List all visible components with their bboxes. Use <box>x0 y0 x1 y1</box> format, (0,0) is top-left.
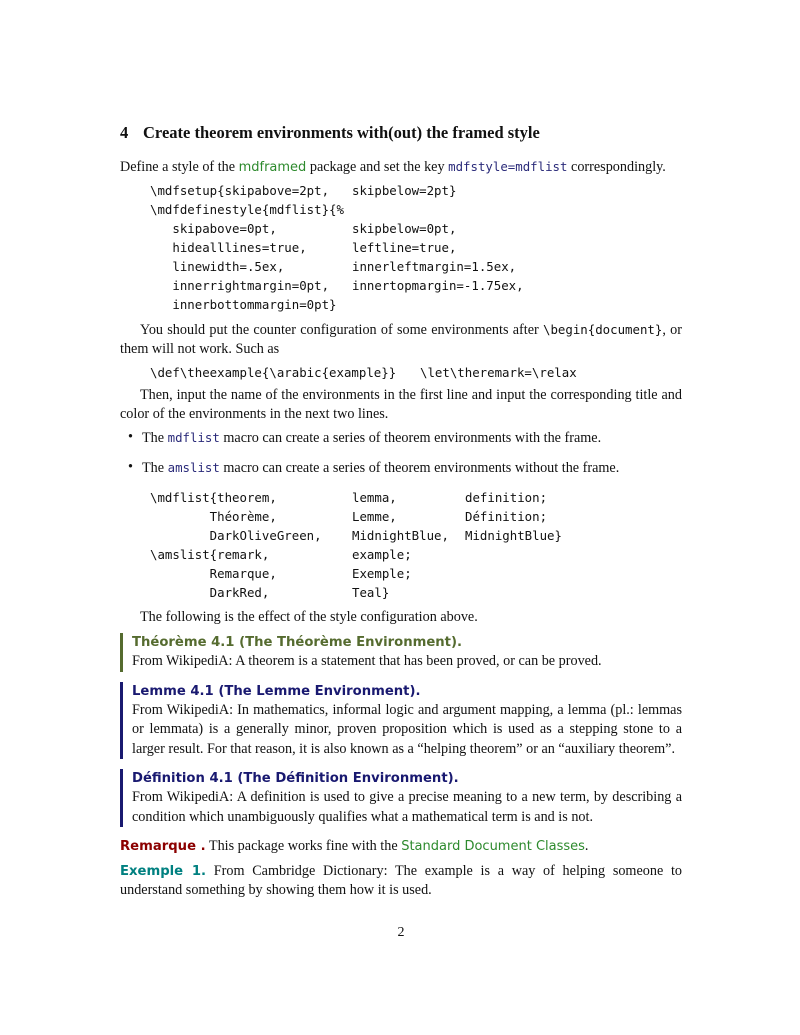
theorem-body: From WikipediA: A theorem is a statement that has been proved, or can be proved. <box>132 653 602 669</box>
code-cell: MidnightBlue} <box>465 528 562 543</box>
code-line <box>150 238 682 257</box>
code-cell: skipbelow=2pt} <box>352 183 457 198</box>
code-cell: \mdfsetup{skipabove=2pt, <box>150 183 330 198</box>
definition-box <box>120 769 682 827</box>
bullet-text: macro can create a series of theorem environments with the frame. <box>219 430 602 446</box>
bullet-text: macro can create a series of theorem environments without the frame. <box>219 460 620 476</box>
code-cell: innerleftmargin=1.5ex, <box>352 259 517 274</box>
code-line <box>150 276 682 295</box>
intro-text: package and set the key <box>306 159 449 175</box>
code-line <box>150 488 682 507</box>
code-line <box>150 295 682 314</box>
counter-paragraph <box>120 320 682 359</box>
code-cell: Théorème, <box>150 509 277 524</box>
bullet-item-mdflist <box>120 428 682 448</box>
code-line <box>150 583 682 602</box>
example-head: Exemple 1. <box>120 863 207 879</box>
bullet-text: The <box>142 430 168 446</box>
effect-paragraph: The following is the effect of the style configuration above. <box>140 609 478 625</box>
remark-text: . <box>584 838 589 854</box>
bullet-text: The <box>142 460 168 476</box>
code-line <box>150 219 682 238</box>
code-cell: \mdfdefinestyle{mdflist}{% <box>150 202 344 217</box>
section-heading <box>120 122 682 144</box>
code-line <box>150 181 682 200</box>
standard-classes-link[interactable]: Standard Document Classes <box>401 839 585 854</box>
para-text: You should put the counter configuration of some environments after <box>140 322 543 338</box>
intro-text: Define a style of the <box>120 159 239 175</box>
code-line <box>150 200 682 219</box>
bullet-item-amslist <box>120 458 682 478</box>
section-title: Create theorem environments with(out) the framed style <box>143 123 540 142</box>
lemma-body: From WikipediA: In mathematics, informal logic and argument mapping, a lemma (pl.: lemmas or lemmata) is a generally minor, proven proposition which is used as a stepping stone to a larger result. For that reason, it is also known as a “helping theorem” or an “auxiliary theorem”. <box>132 701 682 757</box>
intro-text: correspondingly. <box>567 159 666 175</box>
code-cell: innerrightmargin=0pt, <box>150 278 330 293</box>
code-cell: Remarque, <box>150 566 277 581</box>
remark-paragraph <box>120 837 682 857</box>
example-body: From Cambridge Dictionary: The example is a way of helping someone to understand something by showing them how it is used. <box>120 862 682 898</box>
code-cell: \amslist{remark, <box>150 547 270 562</box>
code-cell: innerbottommargin=0pt} <box>150 297 337 312</box>
mdflist-code: mdflist <box>167 430 220 445</box>
code-line <box>150 507 682 526</box>
code-block-mdfsetup <box>150 181 682 314</box>
example-paragraph <box>120 862 682 901</box>
amslist-code: amslist <box>167 460 220 475</box>
code-cell: \mdflist{theorem, <box>150 490 277 505</box>
code-cell: Lemme, <box>352 509 397 524</box>
code-cell: Définition; <box>465 509 548 524</box>
bullet-list <box>120 428 682 478</box>
bullet-icon: • <box>128 459 133 475</box>
definition-title: Définition 4.1 (The Définition Environment). <box>132 771 459 786</box>
code-cell: lemma, <box>352 490 397 505</box>
code-cell: MidnightBlue, <box>352 528 449 543</box>
definition-body: From WikipediA: A definition is used to give a precise meaning to a new term, by describing a condition which unambiguously qualifies what a mathematical term is and is not. <box>132 789 682 825</box>
code-cell: leftline=true, <box>352 240 457 255</box>
code-def-example: \def\theexample{\arabic{example}} <box>150 365 397 380</box>
style-key-code: mdfstyle=mdflist <box>448 159 568 174</box>
code-line <box>150 545 682 564</box>
section-number: 4 <box>120 123 129 142</box>
code-cell: linewidth=.5ex, <box>150 259 285 274</box>
bullet-icon: • <box>128 429 133 445</box>
theorem-title: Théorème 4.1 (The Théorème Environment). <box>132 635 463 650</box>
document-page <box>120 0 682 942</box>
code-cell: Teal} <box>352 585 390 600</box>
package-link[interactable]: mdframed <box>238 160 307 175</box>
code-line <box>150 564 682 583</box>
code-cell: skipbelow=0pt, <box>352 221 457 236</box>
code-cell: skipabove=0pt, <box>150 221 277 236</box>
code-cell: hidealllines=true, <box>150 240 307 255</box>
code-cell: DarkRed, <box>150 585 270 600</box>
lemma-title: Lemme 4.1 (The Lemme Environment). <box>132 683 421 699</box>
code-cell: Exemple; <box>352 566 412 581</box>
code-block-counter <box>150 363 682 382</box>
page-number: 2 <box>397 924 405 940</box>
code-cell: example; <box>352 547 412 562</box>
remark-head: Remarque . <box>120 839 206 854</box>
code-cell: DarkOliveGreen, <box>150 528 322 543</box>
environments-paragraph: Then, input the name of the environments in the first line and input the corresponding title and color of the environments in the next two lines. <box>120 387 682 422</box>
code-let-remark: \let\theremark=\relax <box>420 365 577 380</box>
remark-text: This package works fine with the <box>205 838 402 854</box>
theorem-box <box>120 633 682 672</box>
intro-paragraph <box>120 157 682 177</box>
para-text: , or them will not work. Such as <box>120 322 682 357</box>
begin-document-code: \begin{document} <box>543 322 663 337</box>
code-cell: innertopmargin=-1.75ex, <box>352 278 524 293</box>
code-line <box>150 526 682 545</box>
code-block-lists <box>150 488 682 602</box>
code-line <box>150 257 682 276</box>
lemma-box <box>120 682 682 760</box>
code-cell: definition; <box>465 490 548 505</box>
